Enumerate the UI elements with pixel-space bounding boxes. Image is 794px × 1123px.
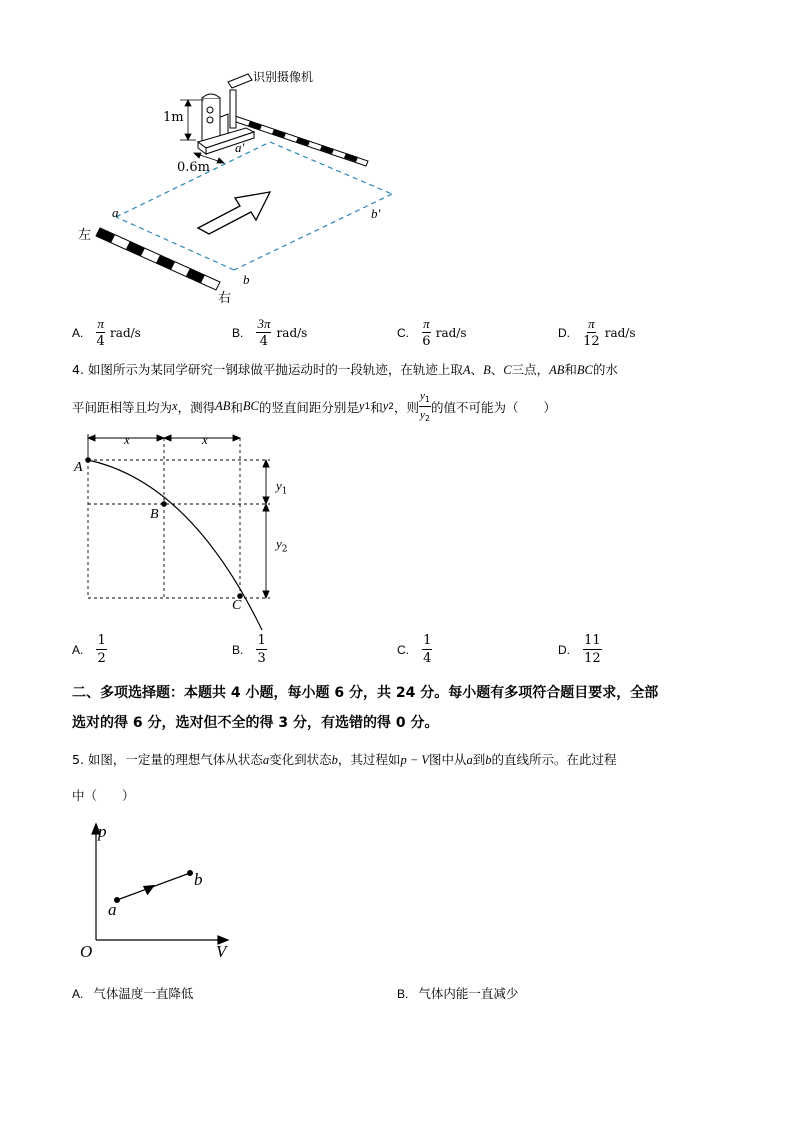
label-b-prime: b′ <box>371 206 381 221</box>
q3-option-a[interactable]: A. $\frac{\pi}{4}$ rad/s <box>72 316 141 349</box>
q4-option-d[interactable]: D. $\frac{11}{12}$ <box>558 633 601 666</box>
q4-line1: 4. 如图所示为某同学研究一钢球做平抛运动时的一段轨迹，在轨迹上取A、B、C三点，AB和BC的水 <box>72 362 618 377</box>
gate-box <box>198 74 254 154</box>
boom-arm <box>233 116 368 166</box>
section2-line1: 二、多项选择题：本题共 4 小题，每小题 6 分，共 24 分。每小题有多项符合题目要求，全部 <box>72 685 659 701</box>
q5-line2: 中（ ） <box>72 788 135 803</box>
q5-option-a[interactable]: A. 气体温度一直降低 <box>72 986 194 1001</box>
x-label-2: x <box>202 432 208 447</box>
q3-option-c[interactable]: C. $\frac{\pi}{6}$ rad/s <box>397 316 467 349</box>
v-label: V <box>216 942 227 961</box>
q5-line1: 5. 如图，一定量的理想气体从状态a变化到状态b，其过程如p − V图中从a到b的直线所示。在此过程 <box>72 752 617 767</box>
label-a: a <box>112 205 119 220</box>
dimension-lines-2 <box>88 434 269 598</box>
label-A: A <box>74 460 83 475</box>
q5-option-b[interactable]: B. 气体内能一直减少 <box>397 986 519 1001</box>
x-label-1: x <box>124 432 130 447</box>
label-b: b <box>243 272 250 287</box>
q3-option-d[interactable]: D. $\frac{\pi}{12}$ rad/s <box>558 316 636 349</box>
q4-option-b[interactable]: B. $\frac{1}{3}$ <box>232 633 266 666</box>
y2-label: $y_2$ <box>276 536 288 555</box>
a-label: a <box>108 900 117 919</box>
label-B: B <box>150 507 159 522</box>
point-a <box>85 457 91 463</box>
b-label: b <box>194 870 203 889</box>
q3-option-b[interactable]: B. $\frac{3\pi}{4}$ rad/s <box>232 316 308 349</box>
label-a-prime: a′ <box>235 140 245 155</box>
y1-label: $y_1$ <box>276 478 288 497</box>
gate-figure <box>70 60 410 305</box>
state-b-point <box>187 870 193 876</box>
grid-lines <box>88 438 270 598</box>
point-b <box>161 501 167 507</box>
label-right: 右 <box>218 291 232 306</box>
direction-arrow-icon <box>198 192 270 234</box>
p-label: p <box>98 822 107 841</box>
camera-label: 识别摄像机 <box>253 70 314 84</box>
q4-option-c[interactable]: C. $\frac{1}{4}$ <box>397 633 432 666</box>
section2-line2: 选对的得 6 分，选对但不全的得 3 分，有选错的得 0 分。 <box>72 715 439 731</box>
label-C: C <box>232 598 242 613</box>
o-label: O <box>80 942 93 961</box>
height-label: 1m <box>163 110 184 125</box>
pv-diagram <box>76 822 236 962</box>
q4-option-a[interactable]: A. $\frac{1}{2}$ <box>72 633 106 666</box>
q4-line2: 平间距相等且均为 x ，测得 AB 和 BC 的竖直间距分别是 y 1 和 y 2 ，则 $\frac{y_1}{y_2}$ 的值不可能为（ ） <box>72 390 557 424</box>
projectile-figure <box>70 428 300 638</box>
ground-barrier <box>96 228 220 290</box>
width-label: 0.6m <box>177 160 211 175</box>
label-left: 左 <box>78 228 92 243</box>
